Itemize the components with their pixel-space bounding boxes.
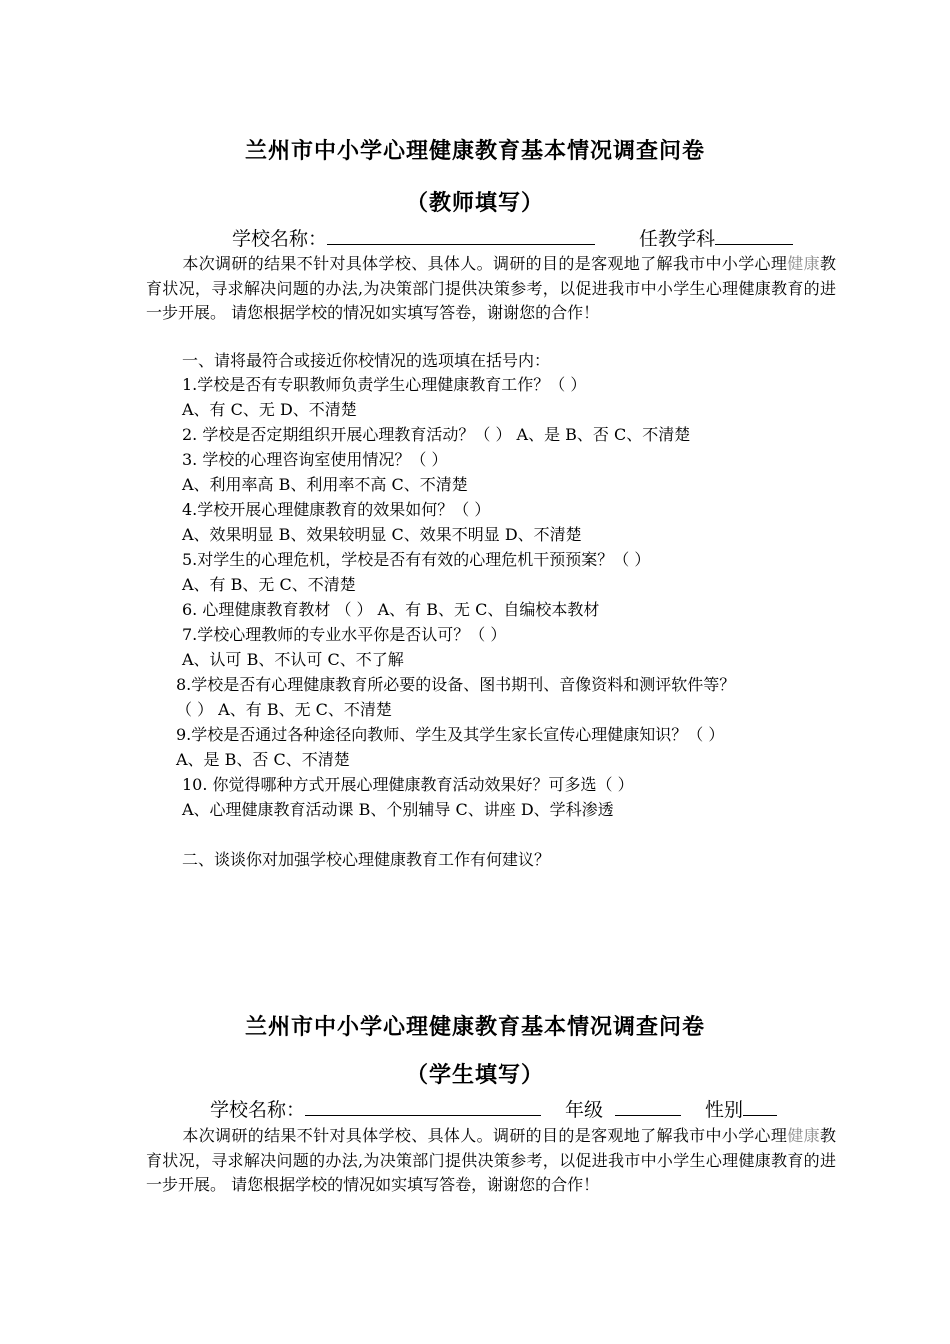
school-name-label: 学校名称： xyxy=(232,228,328,250)
section-one-heading: 一、请将最符合或接近你校情况的选项填在括号内： xyxy=(182,351,551,370)
subject-label: 任教学科 xyxy=(639,228,716,250)
question-3: 3. 学校的心理咨询室使用情况？（ ） xyxy=(182,450,448,469)
student-intro-text-a: 本次调研的结果不针对具体学校、具体人。调研的目的是客观地了解我市中小学心理 xyxy=(182,1126,788,1145)
teacher-intro-text-a: 本次调研的结果不针对具体学校、具体人。调研的目的是客观地了解我市中小学心理 xyxy=(182,254,788,273)
question-6: 6. 心理健康教育教材 （ ） A、有 B、无 C、自编校本教材 xyxy=(182,600,600,619)
teacher-intro xyxy=(146,252,836,326)
student-field-row xyxy=(210,1095,777,1123)
teacher-intro-highlight: 健康 xyxy=(787,254,820,273)
question-5-options: A、有 B、无 C、不清楚 xyxy=(182,575,356,594)
teacher-subtitle: （教师填写） xyxy=(405,191,544,216)
grade-blank[interactable] xyxy=(615,1095,681,1116)
student-title: 兰州市中小学心理健康教育基本情况调查问卷 xyxy=(244,1015,705,1040)
school-name-blank[interactable] xyxy=(327,224,595,245)
question-9-options: A、是 B、否 C、不清楚 xyxy=(176,750,350,769)
teacher-title: 兰州市中小学心理健康教育基本情况调查问卷 xyxy=(244,139,705,164)
question-7-options: A、认可 B、不认可 C、不了解 xyxy=(182,650,404,669)
student-school-name-blank[interactable] xyxy=(305,1095,541,1116)
question-10: 10. 你觉得哪种方式开展心理健康教育活动效果好？可多选（ ） xyxy=(182,775,634,794)
section-two-heading: 二、谈谈你对加强学校心理健康教育工作有何建议？ xyxy=(182,850,551,869)
student-intro xyxy=(146,1124,836,1198)
teacher-intro-text-c: 教育状况，寻求解决问题的办法,为决策部门提供决策参考，以促进我市中小学生心理健康教育的进一步开展。 请您根据学校的情况如实填写答卷，谢谢您的合作！ xyxy=(146,254,836,322)
question-8-options: （ ） A、有 B、无 C、不清楚 xyxy=(176,700,392,719)
student-intro-highlight: 健康 xyxy=(787,1126,820,1145)
question-4-options: A、效果明显 B、效果较明显 C、效果不明显 D、不清楚 xyxy=(182,525,582,544)
gender-blank[interactable] xyxy=(743,1095,777,1116)
subject-blank[interactable] xyxy=(715,224,793,245)
question-7: 7.学校心理教师的专业水平你是否认可？（ ） xyxy=(182,625,507,644)
question-2: 2. 学校是否定期组织开展心理教育活动？（ ） A、是 B、否 C、不清楚 xyxy=(182,425,691,444)
teacher-field-row xyxy=(232,224,793,252)
student-intro-text-c: 教育状况，寻求解决问题的办法,为决策部门提供决策参考，以促进我市中小学生心理健康教育的进一步开展。 请您根据学校的情况如实填写答卷，谢谢您的合作！ xyxy=(146,1126,836,1194)
grade-label: 年级 xyxy=(565,1099,604,1121)
student-subtitle: （学生填写） xyxy=(405,1063,544,1088)
question-8: 8.学校是否有心理健康教育所必要的设备、图书期刊、音像资料和测评软件等？ xyxy=(176,675,736,694)
question-4: 4.学校开展心理健康教育的效果如何？（ ） xyxy=(182,500,491,519)
question-10-options: A、心理健康教育活动课 B、个别辅导 C、讲座 D、学科渗透 xyxy=(182,800,614,819)
question-9: 9.学校是否通过各种途径向教师、学生及其学生家长宣传心理健康知识？（ ） xyxy=(176,725,725,744)
gender-label: 性别 xyxy=(705,1099,744,1121)
student-school-name-label: 学校名称： xyxy=(210,1099,306,1121)
question-3-options: A、利用率高 B、利用率不高 C、不清楚 xyxy=(182,475,468,494)
question-5: 5.对学生的心理危机，学校是否有有效的心理危机干预预案？（ ） xyxy=(182,550,651,569)
question-1: 1.学校是否有专职教师负责学生心理健康教育工作？（ ） xyxy=(182,375,587,394)
question-1-options: A、有 C、无 D、不清楚 xyxy=(182,400,357,419)
